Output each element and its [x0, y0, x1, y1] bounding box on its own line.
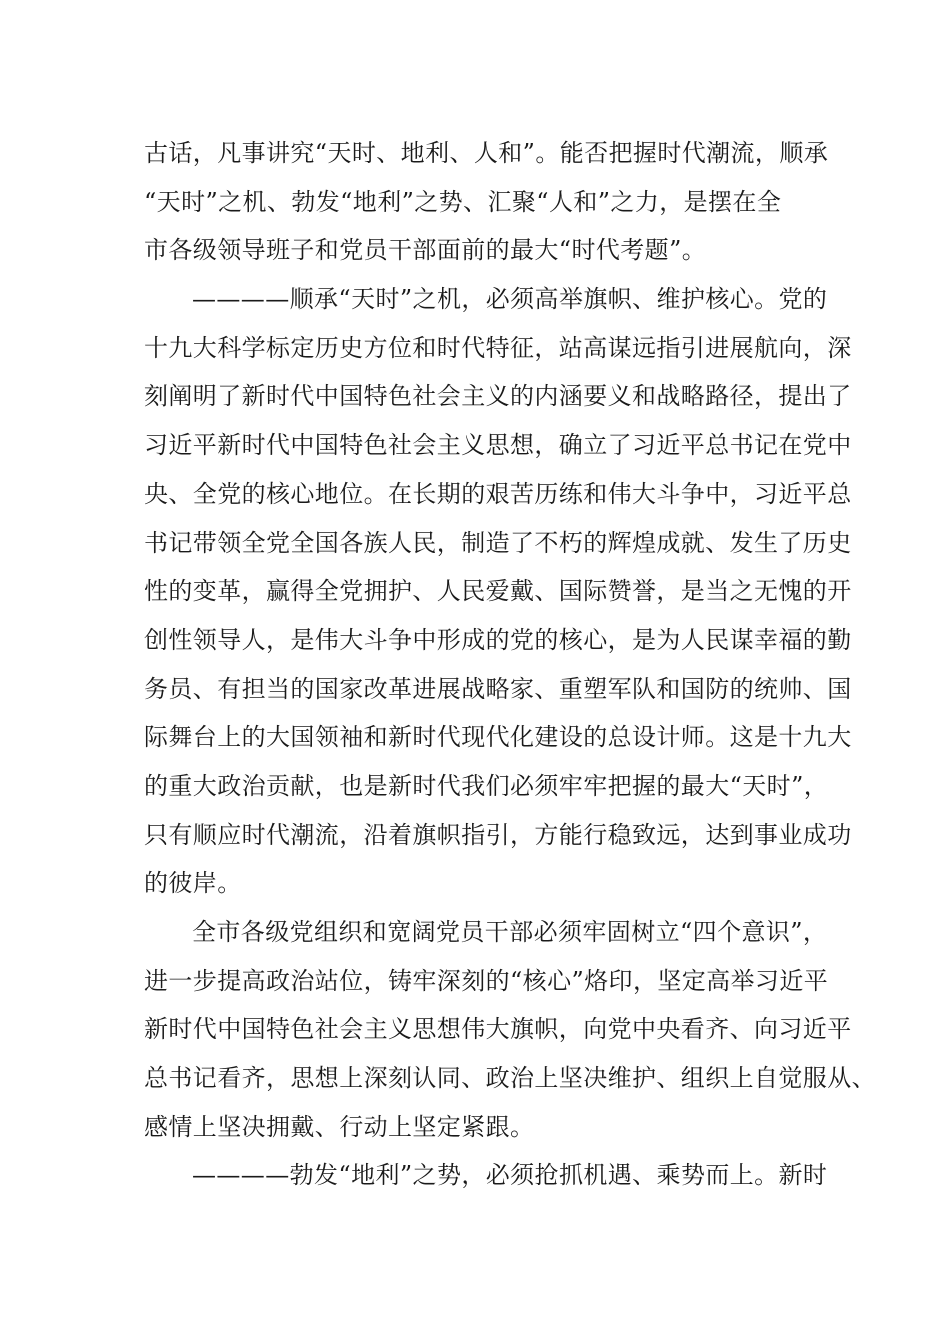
text-line: ————勃发“地利”之势，必须抢抓机遇、乘势而上。新时	[192, 1161, 828, 1190]
text-line: 刻阐明了新时代中国特色社会主义的内涵要义和战略路径，提出了	[144, 382, 852, 411]
text-line: 总书记看齐，思想上深刻认同、政治上坚决维护、组织上自觉服从、	[144, 1064, 876, 1093]
text-line: 感情上坚决拥戴、行动上坚定紧跟。	[144, 1112, 535, 1141]
text-line: “天时”之机、勃发“地利”之势、汇聚“人和”之力，是摆在全	[144, 187, 782, 216]
text-line: 际舞台上的大国领袖和新时代现代化建设的总设计师。这是十九大	[144, 723, 852, 752]
text-line: 的彼岸。	[144, 869, 242, 898]
text-line: ————顺承“天时”之机，必须高举旗帜、维护核心。党的	[192, 285, 828, 314]
text-line: 央、全党的核心地位。在长期的艰苦历练和伟大斗争中，习近平总	[144, 479, 852, 508]
text-line: 习近平新时代中国特色社会主义思想，确立了习近平总书记在党中	[144, 431, 852, 460]
text-line: 进一步提高政治站位，铸牢深刻的“核心”烙印，坚定高举习近平	[144, 966, 829, 995]
text-line: 十九大科学标定历史方位和时代特征，站高谋远指引进展航向，深	[144, 333, 852, 362]
body-text	[144, 129, 876, 1200]
text-line: 全市各级党组织和宽阔党员干部必须牢固树立“四个意识”，	[192, 918, 828, 946]
text-line: 性的变革，赢得全党拥护、人民爱戴、国际赞誉，是当之无愧的开	[144, 577, 852, 606]
text-line: 创性领导人，是伟大斗争中形成的党的核心，是为人民谋幸福的勤	[144, 625, 852, 654]
text-line: 只有顺应时代潮流，沿着旗帜指引，方能行稳致远，达到事业成功	[144, 820, 852, 849]
text-line: 书记带领全党全国各族人民，制造了不朽的辉煌成就、发生了历史	[144, 528, 852, 557]
text-line: 古话，凡事讲究“天时、地利、人和”。能否把握时代潮流，顺承	[144, 139, 829, 167]
text-line: 的重大政治贡献，也是新时代我们必须牢牢把握的最大“天时”，	[144, 771, 829, 800]
text-line: 市各级领导班子和党员干部面前的最大“时代考题”。	[144, 236, 707, 265]
text-line: 新时代中国特色社会主义思想伟大旗帜，向党中央看齐、向习近平	[144, 1015, 852, 1044]
text-line: 务员、有担当的国家改革进展战略家、重塑军队和国防的统帅、国	[144, 674, 852, 703]
